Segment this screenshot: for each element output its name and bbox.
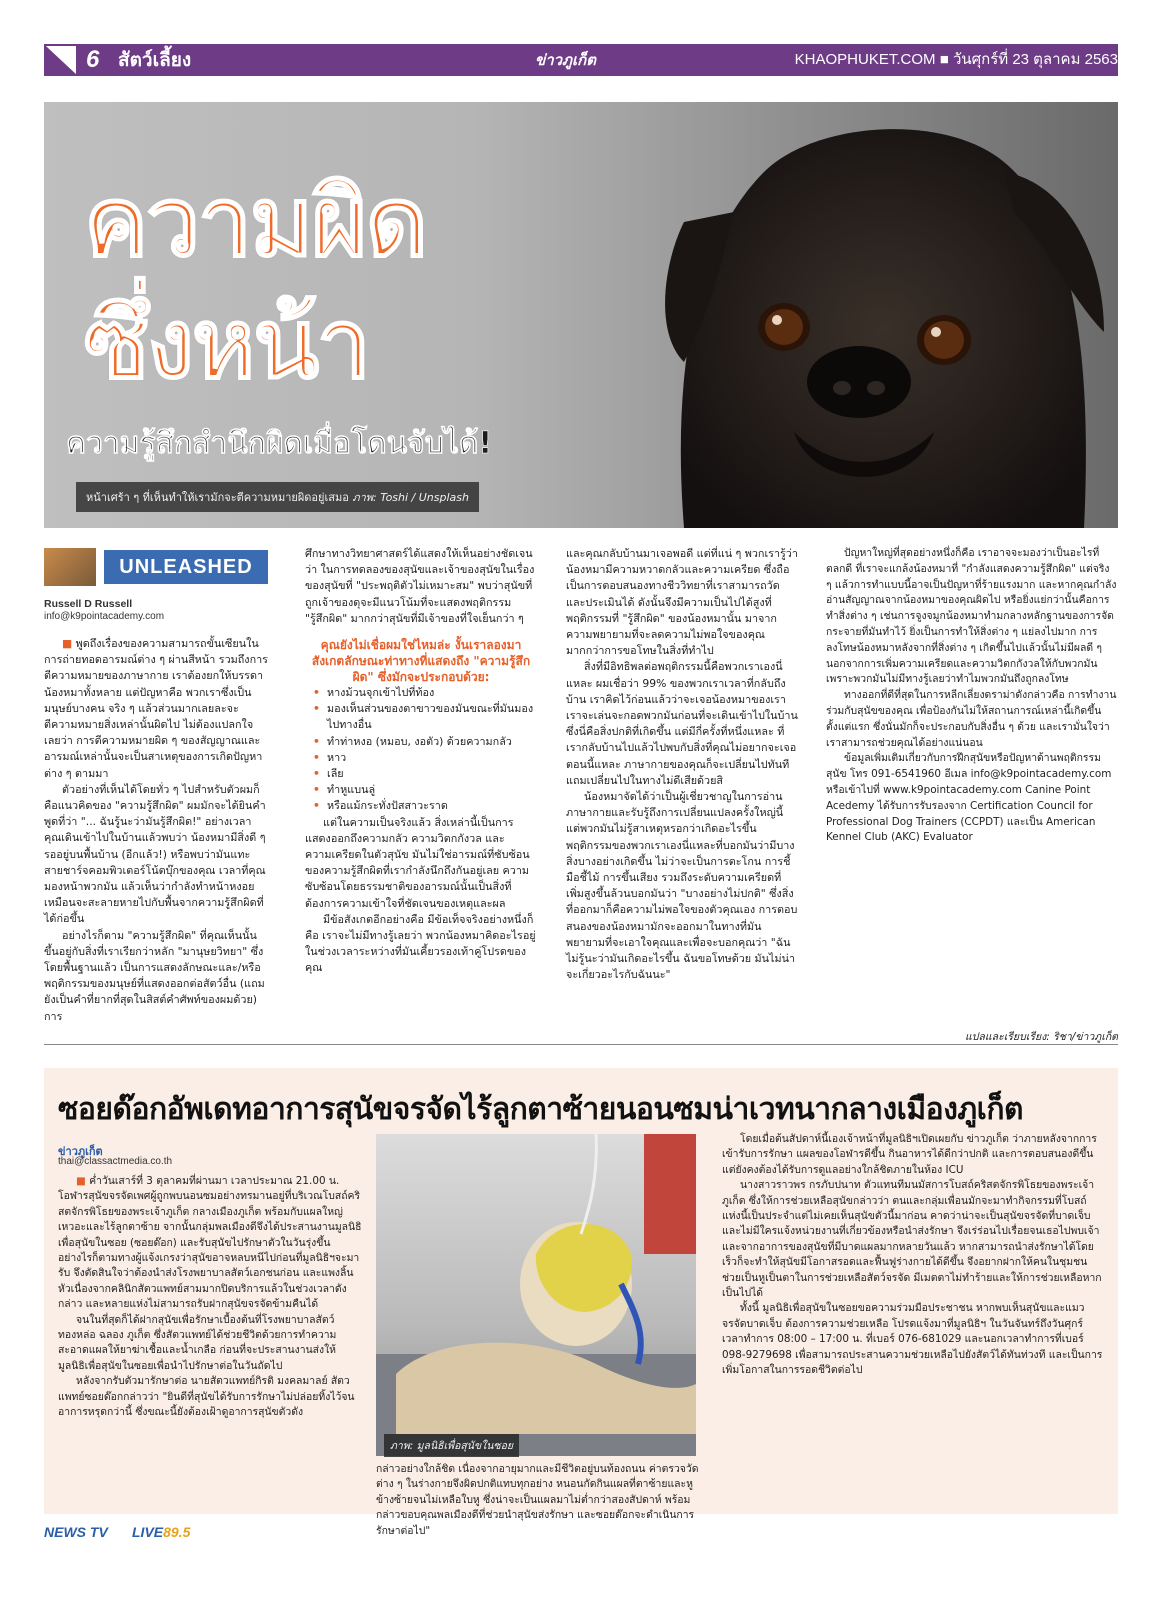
paragraph: อย่างไรก็ตาม "ความรู้สึกผิด" ที่คุณเห็นนั้นขึ้นอยู่กับสิ่งที่เราเรียกว่าหลัก "มานุษยวิทยา" ซึ่งโดยพื้นฐานแล้ว เป็นการแสดงลักษณะและ/หรือพฤติกรรมของมนุษย์ที่แสดงออกต่อสัตว์อื่น (แถมยังเป็นคำที่ยากที่สุดในสิสต์คำศัพท์ของผมด้วย) การ [44, 928, 265, 1023]
square-bullet-icon: ■ [76, 1175, 90, 1187]
paragraph: มีข้อสังเกตอีกอย่างคือ มีข้อเท็จจริงอย่างหนึ่งก็คือ เราจะไม่มีทางรู้เลยว่า พวกน้องหมาคิดอะไรอยู่ในช่วงเวลาระหว่างที่มันเคี้ยวรองเท้าคู่โปรดของคุณ [305, 912, 536, 975]
list-item: • เลีย [313, 766, 537, 782]
list-item: • หางม้วนจุกเข้าไปที่ท้อง [313, 685, 537, 701]
corner-mark [44, 44, 78, 76]
section-title: สัตว์เลี้ยง [118, 49, 192, 71]
paragraph-text: พูดถึงเรื่องของความสามารถขั้นเซียนในการถ่ายทอดอารมณ์ต่าง ๆ ผ่านสีหน้า รวมถึงการตีความหมายของภาษากาย เราต้องยกให้บรรดาน้องหมาทั้งหลาย แต่ปัญหาคือ พวกเราซึ่งเป็นมนุษย์บางคน จริง ๆ แล้วส่วนมากเลยละจะตีความหมายสิ่งเหล่านั้นผิดไป ไม่ต้องแปลกใจเลยว่า การตีความหมายผิด ๆ ของสัญญาณและอารมณ์เหล่านั้นจะเป็นสาเหตุของการเกิดปัญหาต่าง ๆ ตามมา [44, 637, 268, 780]
author-email[interactable]: info@k9pointacademy.com [44, 611, 165, 622]
paragraph: จนในที่สุดก็ได้ฝากสุนัขเพื่อรักษาเบื้องต้นที่โรงพยาบาลสัตว์ทองหล่อ ฉลอง ภูเก็ต ซึ่งสัตวแพทย์ได้ช่วยชีวิตด้วยการทำความสะอาดแผลให้ยาฆ่าเชื้อและน้ำเกลือ ก่อนที่จะประสานงานส่งให้มูลนิธิเพื่อสุนัขในซอยเพื่อนำไปรักษาต่อในวันถัดไป [58, 1313, 337, 1372]
article2-column1 [58, 1174, 362, 1421]
hero-title-line1: ความผิด [84, 166, 426, 278]
hero-credit: ภาพ: Toshi / Unsplash [352, 491, 469, 504]
paragraph-text: ค่ำวันเสาร์ที่ 3 ตุลาคมที่ผ่านมา เวลาประมาณ 21.00 น. โอฬารสุนัขจรจัดเพศผู้ถูกพบนอนซมอย่างทรมานอยู่ที่บริเวณโบสถ์คริสตจักรพิโธยของพระเจ้าภูเก็ต กลางเมืองภูเก็ต พร้อมกับแผลใหญ่เหวอะและไร้ลูกตาซ้าย จากนั้นกลุ่มพลเมืองดีจึงได้ประสานงานมูลนิธิเพื่อสุนัขในซอย (ซอยด๊อก) และรับสุนัขไปรักษาตัวในวันรุ่งขึ้น อย่างไรก็ตามทางผู้แจ้งเกรงว่าสุนัขอาจหลบหนีไปก่อนที่มูลนิธิฯจะมารับ จึงตัดสินใจว่าต้องนำส่งโรงพยาบาลสัตว์เอกชนก่อน และแพงลิ้นหัวเนื่องจากคลินิกสัตวแพทย์สามมากปิดบริการแล้วในช่วงเวลาดังกล่าว และหลายแห่งไม่สามารถรับฝากสุนัขจรจัดข้ามคืนได้ [58, 1175, 362, 1311]
list-item: • หรือแม้กระทั่งปัสสาวะราด [313, 798, 537, 814]
article1-column1 [44, 636, 268, 1025]
square-bullet-icon: ■ [62, 637, 76, 650]
paragraph: และคุณกลับบ้านมาเจอพอดี แต่ที่แน่ ๆ พวกเรารู้ว่าน้องหมามีความหวาดกลัวและความเครียด ซึ่งถือเป็นการตอบสนองทางชีววิทยาที่เราสามารถวัดและประเมินได้ ดังนั้นจึงมีความเป็นไปได้สูงที่พฤติกรรมที่ "รู้สึกผิด" ของน้องหมานั้น มาจากความพยายามที่จะลดความไม่พอใจของคุณ มากกว่าการขอโทษในสิ่งที่ทำไป [566, 547, 798, 658]
injured-dog-photo [376, 1134, 696, 1456]
news-tv-logo[interactable]: NEWS TV [44, 1524, 108, 1540]
page-number: 6 [86, 46, 100, 73]
paragraph: สิ่งที่มีอิทธิพลต่อพฤติกรรมนี้คือพวกเราเองนี่แหละ ผมเชื่อว่า 99% ของพวกเราเวลาที่กลับถึงบ้าน เราคิดไว้ก่อนแล้วว่าจะเจอน้องหมาของเรา เราจะเล่นจะกอดพวกมันก่อนที่จะเดินเข้าไปในบ้าน ซึ่งนี่คือสิ่งปกติที่เกิดขึ้น แต่มีกี่ครั้งที่หนึ่งแหละ ที่เรากลับบ้านไปแล้วไปพบกับสิ่งที่คุณไม่อยากจะเจอ ตอนนี้แหละ ภาษากายของคุณก็จะเปลี่ยนไปทันที แถมเปลี่ยนไปในทางไม่ดีเสียด้วยสิ [566, 660, 798, 787]
live-frequency: 89.5 [163, 1524, 191, 1540]
article2-title: ซอยด๊อกอัพเดทอาการสุนัขจรจัดไร้ลูกตาซ้ายนอนซมน่าเวทนากลางเมืองภูเก็ต [58, 1092, 1024, 1127]
list-item: • หาว [313, 750, 537, 766]
callout-title: คุณยังไม่เชื่อผมใช่ไหมล่ะ งั้นเราลองมาสังเกตลักษณะท่าทางที่แสดงถึง "ความรู้สึกผิด" ซึ่งมักจะประกอบด้วย: [311, 638, 531, 685]
issue-date: วันศุกร์ที่ 23 ตุลาคม 2563 [952, 51, 1118, 68]
symptom-list [305, 685, 537, 815]
article2-column3 [722, 1132, 1104, 1379]
hero-image [44, 102, 1118, 528]
hero-subtitle: ความรู้สึกสำนึกผิดเมื่อโดนจับได้! [66, 426, 493, 461]
author-name: Russell D Russell [44, 598, 133, 610]
hero-caption-text: หน้าเศร้า ๆ ที่เห็นทำให้เรามักจะตีความหมายผิดอยู่เสมอ [86, 491, 349, 504]
article2-email[interactable]: thai@classactmedia.co.th [58, 1156, 173, 1167]
article2-column2 [376, 1462, 706, 1539]
live-text: LIVE [132, 1524, 164, 1540]
paragraph [44, 636, 268, 782]
paragraph: น้องหมาจัดได้ว่าเป็นผู้เชี่ยวชาญในการอ่านภาษากายและรับรู้ถึงการเปลี่ยนแปลงครั้งใหญ่นี้ แต่พวกมันไม่รู้สาเหตุหรอกว่าเกิดอะไรขึ้น พฤติกรรมของพวกเราเองนี่แหละที่บอกมันว่ามีบางสิ่งบางอย่างเกิดขึ้น ไม่ว่าจะเป็นการตะโกน การชี้มือชี้ไม้ การขึ้นเสียง รวมถึงระดับความเครียดที่เพิ่มสูงขึ้นล้วนบอกมันว่า "บางอย่างไม่ปกติ" ซึ่งสิ่งที่ออกมาก็คือความไม่พอใจของตัวคุณเอง การตอบสนองของน้องหมามักจะออกมาในทางที่มันพยายามที่จะเอาใจคุณและเพื่อจะบอกคุณว่า "ฉันไม่รู้นะว่ามันเกิดอะไรขึ้น ฉันขอโทษด้วย มันไม่น่าจะเกี่ยวอะไรกับฉันนะ" [566, 790, 798, 982]
paragraph: ข้อมูลเพิ่มเติมเกี่ยวกับการฝึกสุนัขหรือปัญหาด้านพฤติกรรมสุนัข โทร 091-6541960 อีเมล info@k9pointacademy.com หรือเข้าไปที่ www.k9pointacademy.com Canine Point Acedemy ได้รับการรับรองจาก Certification Council for Professional Dog Trainers (CCPDT) และเป็น American Kennel Club (AKC) Evaluator [826, 752, 1112, 844]
masthead-logo: ข่าวภูเก็ต [535, 51, 596, 69]
author-avatar [44, 548, 96, 586]
paragraph: หลังจากรับตัวมารักษาต่อ นายสัตวแพทย์กิรติ มงคลมาลย์ สัตวแพทย์ซอยด๊อกกล่าวว่า "ยินดีที่สุนัขได้รับการรักษาไม่ปล่อยทิ้งไว้จนอาการหรุดกว่านี้ ซึ่งขณะนี้ยังต้องเฝ้าดูอาการสุนัขตัวดัง [58, 1375, 355, 1419]
article2-byline: ข่าวภูเก็ต [58, 1145, 103, 1158]
site-name[interactable]: KHAOPHUKET.COM [794, 51, 936, 68]
paragraph: ตัวอย่างที่เห็นได้โดยทั่ว ๆ ไปสำหรับตัวผมก็คือแนวคิดของ "ความรู้สึกผิด" ผมมักจะได้ยินคำพูดที่ว่า "... ฉันรู้นะว่ามันรู้สึกผิด!" อย่างเวลาคุณเดินเข้าไปในบ้านแล้วพบว่า น้องหมามีสิ่งดี ๆ รออยู่บนพื้นบ้าน (อีกแล้ว!) หรือพบว่ามันแทะสายชาร์จคอมพิวเตอร์โน้ตบุ๊กของคุณ เวลาที่คุณมองหน้าพวกมัน แล้วเห็นว่ากำลังทำหน้าหงอยเหมือนจะสะลายหายไปกับพื้นจากความรู้สึกผิดที่ได้ก่อขึ้น [44, 782, 266, 926]
photo-caption: ภาพ: มูลนิธิเพื่อสุนัขในซอย [384, 1434, 519, 1457]
list-item: • มองเห็นส่วนของตาขาวของมันขณะที่มันมองไปทางอื่น [313, 701, 537, 733]
paragraph [58, 1174, 362, 1313]
dog-illustration [376, 1134, 696, 1456]
paragraph: โดยเมื่อต้นสัปดาห์นี้เองเจ้าหน้าที่มูลนิธิฯเปิดเผยกับ ข่าวภูเก็ต ว่าภายหลังจากการเข้ารับการรักษา แผลของโอฬารดีขึ้น กินอาหารได้ดีกว่าปกติ และการตอบสนองดีขึ้น แต่ยังคงต้องได้รับการดูแลอย่างใกล้ชิดภายในห้อง ICU [722, 1133, 1097, 1176]
paragraph: นางสาวราวพร กรภับปนาท ตัวแทนทีมนมัสการโบสถ์คริสตจักรพิโธยของพระเจ้า ภูเก็ต ซึ่งให้การช่วยเหลือสุนัขกล่าวว่า ตนและกลุ่มเพื่อนมักจะมาทำกิจกรรมที่โบสถ์แห่งนี้เป็นประจำแต่ไม่เคยเห็นสุนัขตัวนี้มาก่อน คาดว่าน่าจะเป็นสุนัขจรจัดที่บาดเจ็บและไม่มีใครแจ้งหน่วยงานที่เกี่ยวข้องหรือนำส่งรักษา จึงเร่ร่อนไปเรื่อยจนเธอไปพบเจ้า และจากอาการของสุนัขที่มีบาดแผลมากหลายวันแล้ว หากสามารถนำส่งรักษาได้โดยเร็วก็จะทำให้สุนัขมีโอกาสรอดและฟื้นฟูร่างกายได้ดีขึ้น จึงอยากฝากให้คนในชุมชนช่วยเป็นหูเป็นตาในการช่วยเหลือสัตว์จรจัด มีเมตตาไม่ทำร้ายและให้การช่วยเหลือหากเป็นไปได้ [722, 1179, 1102, 1300]
article1-column2 [305, 546, 537, 977]
square-icon: ■ [939, 51, 953, 68]
column-badge: UNLEASHED [104, 550, 268, 584]
translator-credit: แปลและเรียบเรียง: ริชา/ข่าวภูเก็ต [965, 1031, 1118, 1043]
pug-photo [644, 102, 1118, 528]
paragraph: แต่ในความเป็นจริงแล้ว สิ่งเหล่านี้เป็นการแสดงออกถึงความกลัว ความวิตกกังวล และความเครียดในตัวสุนัข มันไม่ใช่อารมณ์ที่ซับซ้อนของความรู้สึกผิดที่เรากำลังนึกถึงกันอยู่เลย ความซับซ้อนโดยธรรมชาติของอารมณ์นั้นเป็นสิ่งที่ต้องการความเข้าใจที่ชัดเจนของเหตุและผล [305, 815, 530, 910]
article1-column4 [826, 546, 1118, 846]
section-divider [44, 1044, 1118, 1045]
hero-title-line2: ซึ่งหน้า [84, 288, 369, 400]
article1-column3 [566, 546, 798, 983]
paragraph: ทางออกที่ดีที่สุดในการหลีกเลี่ยงดราม่าดังกล่าวคือ การทำงานร่วมกับสุนัขของคุณ เพื่อป้องกันไม่ให้สถานการณ์เหล่านี้เกิดขึ้นตั้งแต่แรก ซึ่งนั่นมักก็จะประกอบกับสิ่งอื่น ๆ ด้วย และเรามั่นใจว่าเราสามารถช่วยคุณได้อย่างแน่นอน [826, 689, 1117, 749]
live-radio-logo[interactable] [132, 1524, 190, 1540]
list-item: • ทำท่าหงอ (หมอบ, งอตัว) ด้วยความกลัว [313, 734, 537, 750]
paragraph: กล่าวอย่างใกล้ชิด เนื่องจากอายุมากและมีชีวิตอยู่บนท้องถนน ค่าตรวจวัดต่าง ๆ ในร่างกายจึงผิดปกติแทบทุกอย่าง หนอนกัดกินแผลที่ตาซ้ายและหูข้างซ้ายจนไม่เหลือใบหู ซึ่งน่าจะเป็นแผลมาไม่ต่ำกว่าสองสัปดาห์ พร้อมกล่าวขอบคุณพลเมืองดีที่ช่วยนำสุนัขส่งรักษา และซอยด๊อกจะดำเนินการรักษาต่อไป" [376, 1463, 699, 1537]
site-date [795, 44, 1118, 76]
paragraph: ศึกษาทางวิทยาศาสตร์ได้แสดงให้เห็นอย่างชัดเจนว่า ในการทดลองของสุนัขและเจ้าของสุนัขในเรื่องของสุนัขที่ "ประพฤติตัวไม่เหมาะสม" พบว่าสุนัขที่ถูกเจ้าของดุจะมีแนวโน้มที่จะแสดงพฤติกรรม "รู้สึกผิด" มากกว่าสุนัขที่มีเจ้าของที่ใจเย็นกว่า ๆ [305, 547, 535, 625]
list-item: • ทำหูแบนลู่ [313, 782, 537, 798]
paragraph: ปัญหาใหญ่ที่สุดอย่างหนึ่งก็คือ เราอาจจะมองว่าเป็นอะไรที่ตลกดี ที่เราจะแกล้งน้องหมาที่ "กำลังแสดงความรู้สึกผิด" แต่จริง ๆ แล้วการทำแบบนี้อาจเป็นปัญหาที่ร้ายแรงมาก และหากคุณกำลังอ่านสัญญาณจากน้องหมาของคุณผิดไป หรือยิ่งแย่กว่านั้นคือการทำสิ่งต่าง ๆ เช่นการจูงจมูกน้องหมาทำมกลางหลักฐานของการจัดกระจายที่มันทำไว้ ยิ่งเป็นการทำให้สิ่งต่าง ๆ แย่ลงไปมาก การลงโทษน้องหมาหลังจากที่สิ่งต่าง ๆ เกิดขึ้นไปแล้วนั้นไม่มีผลดี ๆ นอกจากการเพิ่มความเครียดและความวิตกกังวลให้กับพวกมัน เพราะพวกมันไม่มีทางรู้เลยว่าทำไมพวกมันถึงถูกลงโทษ [826, 547, 1117, 686]
paragraph: ทั้งนี้ มูลนิธิเพื่อสุนัขในซอยขอความร่วมมือประชาชน หากพบเห็นสุนัขและแมวจรจัดบาดเจ็บ ต้องการความช่วยเหลือ โปรดแจ้งมาที่มูลนิธิฯ ในวันจันทร์ถึงวันศุกร์ เวลาทำการ 08:00 – 17:00 น. ที่เบอร์ 076-681029 และนอกเวลาทำการที่เบอร์ 098-9279698 เพื่อสามารถประสานความช่วยเหลือไปยังสัตว์ได้ทันท่วงที และเป็นการเพิ่มโอกาสในการรอดชีวิตต่อไป [722, 1302, 1103, 1377]
hero-caption [76, 482, 479, 512]
